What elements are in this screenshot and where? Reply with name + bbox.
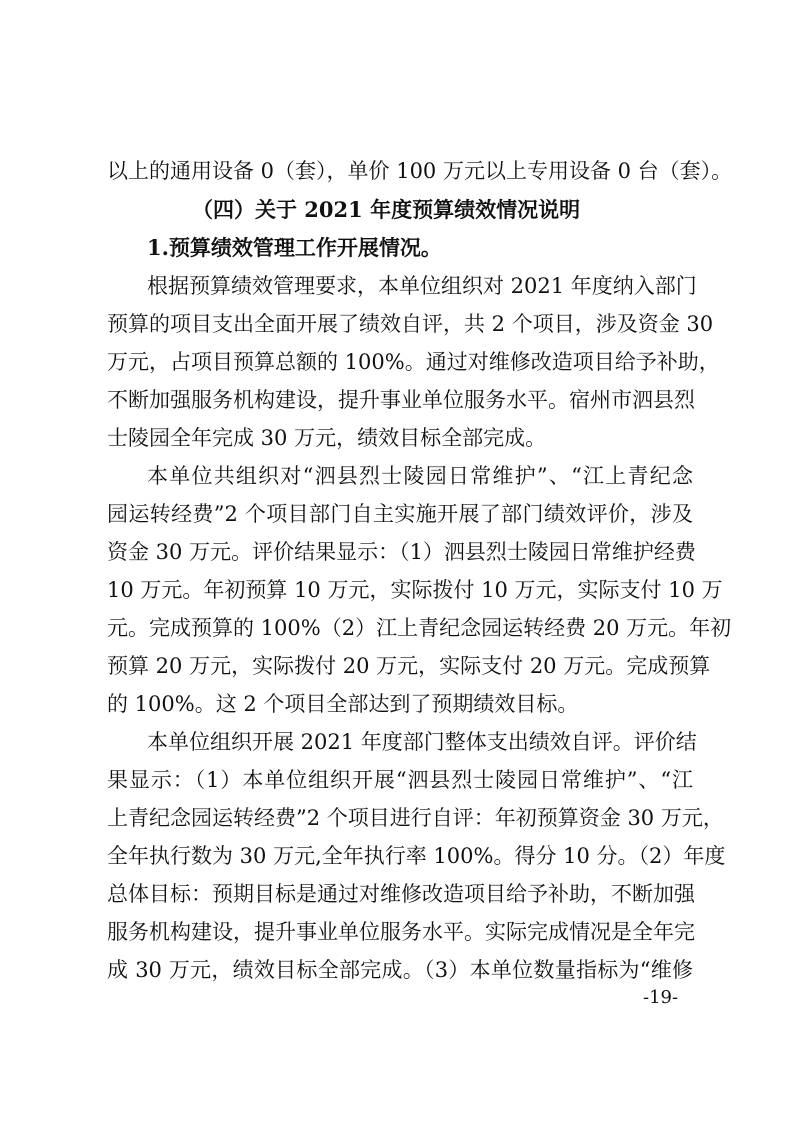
- paragraph-line: 成 30 万元，绩效目标全部完成。（3）本单位数量指标为“维修: [107, 958, 693, 982]
- paragraph-line: 元。完成预算的 100%（2）江上青纪念园运转经费 20 万元。年初: [107, 616, 732, 640]
- paragraph-line: 总体目标：预期目标是通过对维修改造项目给予补助，不断加强: [107, 882, 695, 906]
- paragraph-line: 资金 30 万元。评价结果显示：（1）泗县烈士陵园日常维护经费: [107, 540, 696, 564]
- paragraph-line: 预算的项目支出全面开展了绩效自评，共 2 个项目，涉及资金 30: [107, 312, 714, 336]
- paragraph-line: 全年执行数为 30 万元,全年执行率 100%。得分 10 分。（2）年度: [107, 844, 726, 868]
- paragraph-line: 本单位共组织对“泗县烈士陵园日常维护”、“江上青纪念: [147, 464, 693, 488]
- paragraph-line: 士陵园全年完成 30 万元，绩效目标全部完成。: [107, 426, 547, 450]
- paragraph-line: 万元，占项目预算总额的 100%。通过对维修改造项目给予补助，: [107, 350, 720, 374]
- paragraph-line: 根据预算绩效管理要求，本单位组织对 2021 年度纳入部门: [147, 274, 697, 298]
- paragraph-line: 服务机构建设，提升事业单位服务水平。实际完成情况是全年完: [107, 920, 695, 944]
- paragraph-line: 园运转经费”2 个项目部门自主实施开展了部门绩效评价，涉及: [107, 502, 693, 526]
- paragraph-line: 10 万元。年初预算 10 万元，实际拨付 10 万元，实际支付 10 万: [107, 578, 723, 602]
- paragraph-line: 不断加强服务机构建设，提升事业单位服务水平。宿州市泗县烈: [107, 388, 695, 412]
- paragraph-line: 果显示：（1）本单位组织开展“泗县烈士陵园日常维护”、“江: [107, 768, 693, 792]
- subsection-heading: 1.预算绩效管理工作开展情况。: [147, 235, 442, 260]
- paragraph-line: 的 100%。这 2 个项目全部达到了预期绩效目标。: [107, 692, 579, 716]
- paragraph-line: 本单位组织开展 2021 年度部门整体支出绩效自评。评价结: [147, 730, 697, 754]
- page-number: -19-: [643, 987, 679, 1008]
- paragraph-line: 上青纪念园运转经费”2 个项目进行自评：年初预算资金 30 万元，: [107, 806, 724, 830]
- paragraph-line: 预算 20 万元，实际拨付 20 万元，实际支付 20 万元。完成预算: [107, 654, 711, 678]
- top-line: 以上的通用设备 0（套），单价 100 万元以上专用设备 0 台（套）。: [107, 159, 733, 183]
- section-heading: （四）关于 2021 年度预算绩效情况说明: [192, 197, 581, 222]
